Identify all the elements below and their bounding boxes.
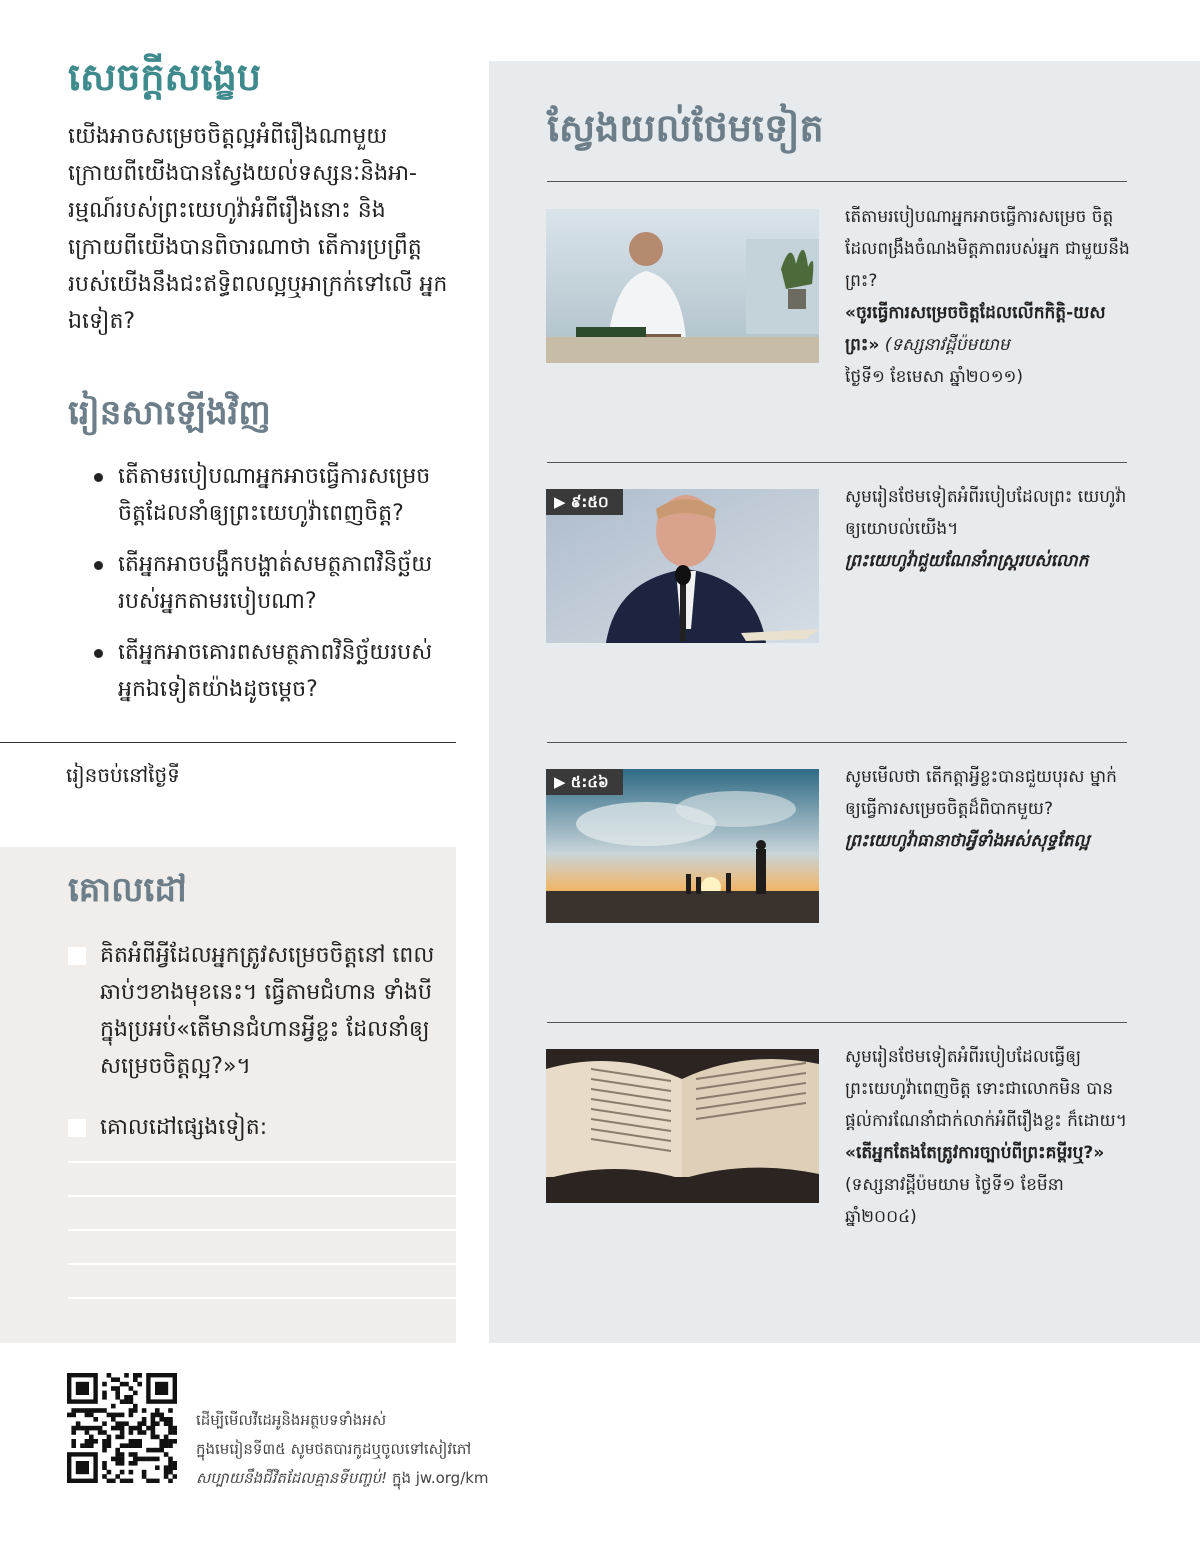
goal-heading: គោលដៅ <box>68 870 187 910</box>
explore-item-2: សូមរៀនថែមទៀតអំពីរបៀបដែលព្រះ យេហូវ៉ាឲ្យយោបល់យើង។ ព្រះយេហូវ៉ាជួយណែនាំរាស្ត្ររបស់លោក <box>845 481 1130 577</box>
video-thumbnail[interactable] <box>546 769 819 923</box>
summary-heading: សេចក្ដីសង្ខេប <box>68 55 261 99</box>
explore-item-3: សូមមើលថា តើកត្តាអ្វីខ្លះបានជួយបុរស ម្នាក់ឲ្យធ្វើការសម្រេចចិត្តដ៏ពិបាកមួយ? ព្រះយេហូវ៉ាធានាថាអ្វីទាំងអស់សុទ្ធតែល្អ <box>845 761 1130 857</box>
video-link[interactable]: ព្រះយេហូវ៉ាជួយណែនាំរាស្ត្ររបស់លោក <box>845 551 1089 571</box>
list-item: តើតាមរបៀបណាអ្នកអាចធ្វើការសម្រេច ចិត្តដែលនាំឲ្យព្រះយេហូវ៉ាពេញចិត្ត? <box>90 458 452 532</box>
list-item: តើអ្នកអាចបង្ហឹកបង្ហាត់សមត្ថភាពវិនិច្ឆ័យ របស់អ្នកតាមរបៀបណា? <box>90 546 452 620</box>
explore-item-1: តើតាមរបៀបណាអ្នកអាចធ្វើការសម្រេច ចិត្តដែលពង្រឹងចំណងមិត្តភាពរបស់អ្នក ជាមួយនឹងព្រះ? «ចូរធ្វើការសម្រេចចិត្តដែលលើកកិត្តិ-យសព្រះ» (ទស្សនាវដ្ដីប៉មយាម ថ្ងៃទី១ ខែមេសា ឆ្នាំ២០១១) <box>845 207 1130 387</box>
divider <box>547 462 1127 463</box>
writing-line[interactable] <box>68 1195 456 1197</box>
footer-note: ដើម្បីមើលវីដេអូនិងអត្ថបទទាំងអស់ ក្នុងមេរៀនទី៣៥ សូមថតបារកូដឬចូលទៅសៀវភៅ សប្បាយនឹងជីវិតដែលគ្មានទីបញ្ចប់! ក្នុង jw.org/km <box>196 1411 489 1487</box>
list-item: តើអ្នកអាចគោរពសមត្ថភាពវិនិច្ឆ័យរបស់ អ្នកឯទៀតយ៉ាងដូចម្ដេច? <box>90 634 452 708</box>
bullet-icon <box>94 649 103 658</box>
article-thumbnail[interactable] <box>546 1049 819 1203</box>
writing-line[interactable] <box>68 1229 456 1231</box>
writing-line[interactable] <box>68 1161 456 1163</box>
article-thumbnail[interactable] <box>546 209 819 363</box>
bullet-icon <box>94 561 103 570</box>
goal-box <box>0 847 456 1343</box>
video-link[interactable]: ព្រះយេហូវ៉ាធានាថាអ្វីទាំងអស់សុទ្ធតែល្អ <box>845 831 1090 851</box>
divider <box>547 1022 1127 1023</box>
writing-line[interactable] <box>68 1297 456 1299</box>
article-link[interactable]: «តើអ្នកតែងតែត្រូវការច្បាប់ពីព្រះគម្ពីរឬ?» <box>845 1143 1105 1163</box>
explore-heading: ស្វែងយល់ថែមទៀត <box>547 106 824 150</box>
bullet-icon <box>94 473 103 482</box>
review-list <box>90 458 452 722</box>
goal-item-other[interactable]: គោលដៅផ្សេងទៀត: <box>68 1109 438 1146</box>
divider <box>0 742 456 743</box>
writing-line[interactable] <box>68 1263 456 1265</box>
review-heading: រៀនសាឡើងវិញ <box>68 393 271 433</box>
explore-item-4: សូមរៀនថែមទៀតអំពីរបៀបដែលធ្វើឲ្យ ព្រះយេហូវ៉ាពេញចិត្ត ទោះជាលោកមិន បានផ្ដល់ការណែនាំជាក់លាក់អំពីរឿងខ្លះ ក៏ដោយ។ «តើអ្នកតែងតែត្រូវការច្បាប់ពីព្រះគម្ពីរឬ?» (ទស្សនាវដ្ដីប៉មយាម ថ្ងៃទី១ ខែមីនា ឆ្នាំ២០០៤) <box>845 1041 1130 1233</box>
video-duration-badge: ▶ ៩:៥០ <box>546 489 623 515</box>
article-link[interactable]: «ចូរធ្វើការសម្រេចចិត្តដែលលើកកិត្តិ-យសព្រះ» <box>845 303 1106 355</box>
explore-panel <box>489 61 1200 1343</box>
site-link[interactable]: ក្នុង jw.org/km <box>391 1469 489 1487</box>
goal-item[interactable]: គិតអំពីអ្វីដែលអ្នកត្រូវសម្រេចចិត្តនៅ ពេលឆាប់ៗខាងមុខនេះ។ ធ្វើតាមជំហាន ទាំងបីក្នុងប្រអប់«តើមានជំហានអ្វីខ្លះ ដែលនាំឲ្យសម្រេចចិត្តល្អ?»។ <box>68 937 438 1085</box>
video-thumbnail[interactable] <box>546 489 819 643</box>
book-title: សប្បាយនឹងជីវិតដែលគ្មានទីបញ្ចប់! <box>196 1469 388 1487</box>
checkbox-icon[interactable] <box>68 1119 86 1137</box>
finished-date-label: រៀនចប់នៅថ្ងៃទី <box>66 763 180 787</box>
checkbox-icon[interactable] <box>68 947 86 965</box>
divider <box>547 742 1127 743</box>
video-duration-badge: ▶ ៥:៤៦ <box>546 769 623 795</box>
summary-text: យើងអាចសម្រេចចិត្តល្អអំពីរឿងណាមួយ ក្រោយពីយើងបានស្វែងយល់ទស្សនៈនិងអា-រម្មណ៍របស់ព្រះយេហូវ៉ាអំពីរឿងនោះ និង ក្រោយពីយើងបានពិចារណាថា តើការប្រព្រឹត្ត របស់យើងនឹងជះឥទ្ធិពលល្អឬអាក្រក់ទៅលើ អ្នកឯទៀត? <box>68 124 448 334</box>
qr-code[interactable] <box>67 1373 177 1483</box>
divider <box>547 181 1127 182</box>
